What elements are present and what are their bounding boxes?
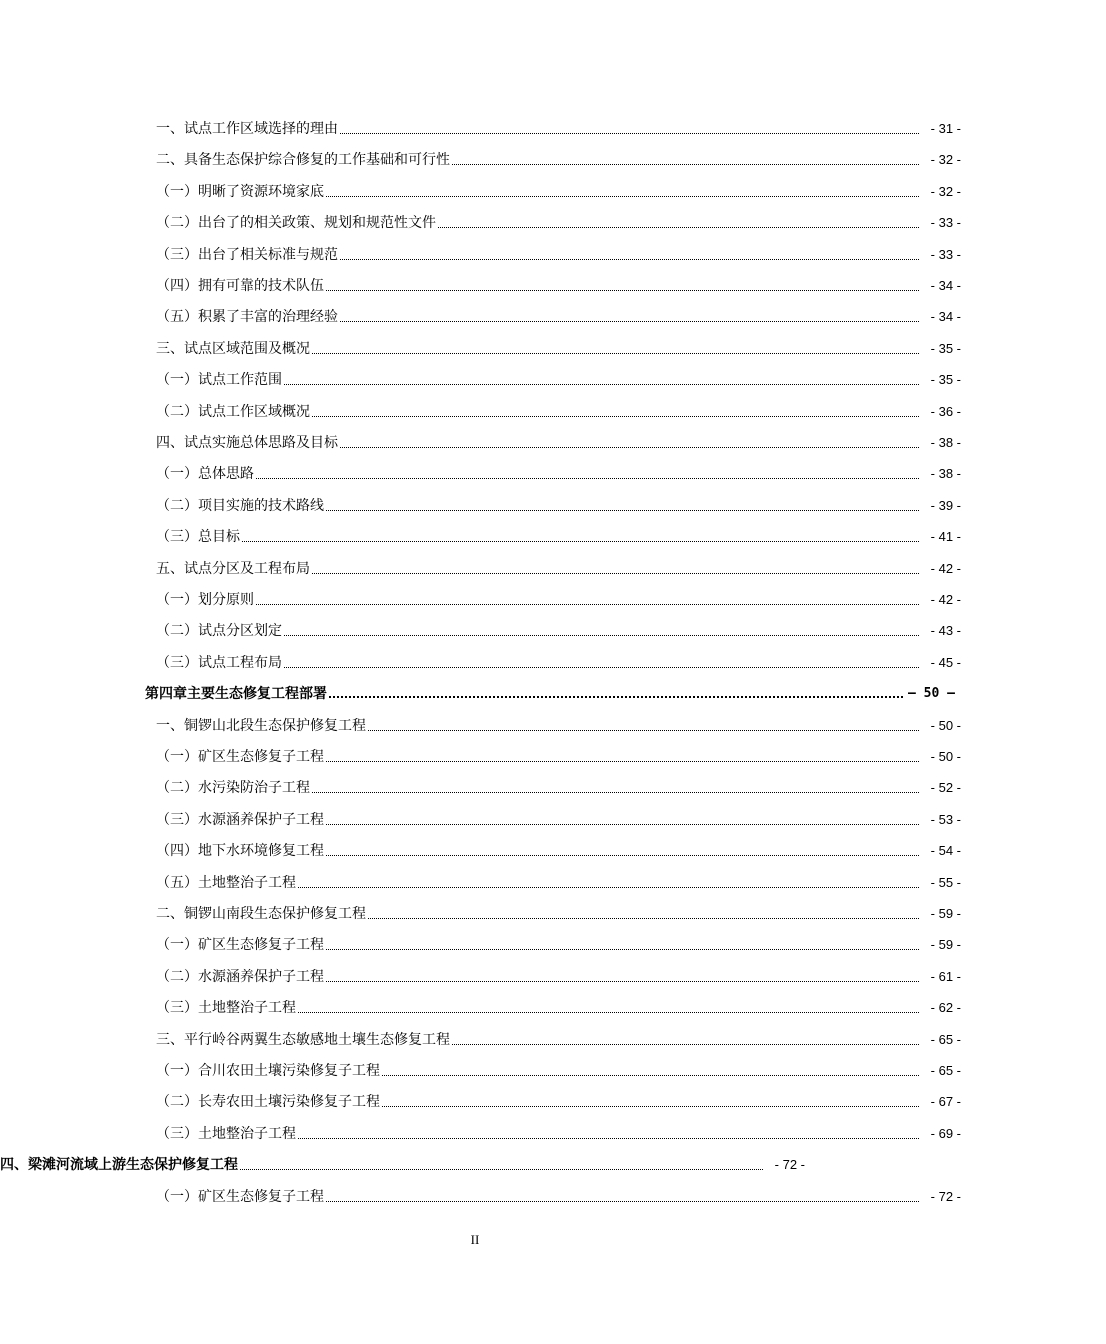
toc-entry-page: - 38 - <box>930 466 961 482</box>
toc-entry[interactable] <box>0 742 1106 766</box>
dot-leader <box>284 384 919 385</box>
dot-leader <box>326 1201 919 1202</box>
toc-entry-title: （二）水污染防治子工程 <box>156 780 310 797</box>
dot-leader <box>326 981 919 982</box>
toc-entry-page: - 61 - <box>930 968 961 984</box>
toc-entry-title: 二、铜锣山南段生态保护修复工程 <box>156 906 366 922</box>
dot-leader <box>256 604 919 605</box>
toc-entry[interactable] <box>0 1150 950 1174</box>
dot-leader <box>382 1106 919 1107</box>
dot-leader <box>298 1138 919 1139</box>
page-number: II <box>470 1232 480 1247</box>
toc-entry-title: 三、试点区域范围及概况 <box>156 340 310 357</box>
toc-entry-page: - 32 - <box>930 183 961 199</box>
dot-leader <box>340 447 919 448</box>
toc-entry-page: - 42 - <box>930 560 961 576</box>
toc-entry-page: - 34 - <box>930 278 961 293</box>
toc-entry-title: （三）试点工程布局 <box>156 654 282 671</box>
toc-entry-page: - 36 - <box>930 403 961 419</box>
toc-entry[interactable] <box>0 522 1106 546</box>
dot-leader <box>340 133 919 134</box>
toc-entry[interactable] <box>0 679 1095 703</box>
dot-leader <box>368 918 919 919</box>
toc-entry-title: （三）水源涵养保护子工程 <box>156 811 324 828</box>
dot-leader <box>298 1012 919 1013</box>
toc-entry-title: （三）土地整治子工程 <box>156 1000 296 1017</box>
dot-leader <box>256 478 919 479</box>
toc-entry-page: - 53 - <box>930 811 961 827</box>
dot-leader <box>312 792 919 793</box>
dot-leader <box>240 1169 763 1170</box>
toc-entry[interactable] <box>0 459 1106 483</box>
toc-entry-title: （三）土地整治子工程 <box>156 1125 296 1142</box>
toc-entry-title: （五）积累了丰富的治理经验 <box>156 309 338 326</box>
toc-entry-title: 第四章主要生态修复工程部署 <box>145 686 327 703</box>
toc-entry[interactable] <box>0 616 1106 640</box>
toc-entry[interactable] <box>0 711 1106 735</box>
toc-entry-page: - 42 - <box>930 592 961 607</box>
toc-entry-title: （一）试点工作范围 <box>156 372 282 389</box>
dot-leader <box>312 353 919 354</box>
toc-entry[interactable] <box>0 240 1106 264</box>
toc-entry-title: （三）总目标 <box>156 529 240 546</box>
dot-leader <box>452 164 919 165</box>
toc-entry-title: （二）试点分区划定 <box>156 623 282 640</box>
toc-entry[interactable] <box>0 491 1106 515</box>
toc-entry-page: - 65 - <box>930 1031 961 1047</box>
toc-entry-title: （一）划分原则 <box>156 592 254 608</box>
toc-entry-title: 二、具备生态保护综合修复的工作基础和可行性 <box>156 152 450 169</box>
dot-leader <box>340 321 919 322</box>
toc-entry[interactable] <box>0 554 1106 578</box>
toc-entry-title: 五、试点分区及工程布局 <box>156 560 310 577</box>
toc-entry[interactable] <box>0 177 1106 201</box>
toc-entry-title: （一）矿区生态修复子工程 <box>156 749 324 765</box>
toc-entry-title: 四、梁滩河流域上游生态保护修复工程 <box>0 1157 238 1174</box>
toc-entry[interactable] <box>0 365 1106 389</box>
toc-entry-title: 一、试点工作区域选择的理由 <box>156 121 338 137</box>
toc-entry[interactable] <box>0 773 1106 797</box>
toc-entry-page: - 65 - <box>930 1063 961 1078</box>
dot-leader <box>452 1044 919 1045</box>
toc-entry[interactable] <box>0 899 1106 923</box>
dot-leader <box>340 259 919 260</box>
dot-leader <box>312 573 919 574</box>
toc-entry[interactable] <box>0 145 1106 169</box>
toc-entry[interactable] <box>0 1025 1106 1049</box>
toc-entry-title: （四）拥有可靠的技术队伍 <box>156 278 324 294</box>
toc-entry-title: （一）矿区生态修复子工程 <box>156 1188 324 1205</box>
toc-entry[interactable] <box>0 993 1106 1017</box>
dot-leader <box>326 510 919 511</box>
toc-entry[interactable] <box>0 868 1106 892</box>
toc-entry[interactable] <box>0 585 1106 609</box>
toc-entry[interactable] <box>0 1182 1106 1206</box>
dot-leader <box>326 949 919 950</box>
dot-leader <box>326 290 919 291</box>
toc-entry-page: - 34 - <box>930 309 961 325</box>
toc-entry-title: （二）项目实施的技术路线 <box>156 497 324 514</box>
toc-entry[interactable] <box>0 114 1106 138</box>
dot-leader <box>242 541 919 542</box>
toc-entry-page: - 38 - <box>930 435 961 450</box>
toc-entry-title: （二）水源涵养保护子工程 <box>156 968 324 985</box>
toc-entry-page: - 50 - <box>930 749 961 764</box>
dot-leader <box>329 696 903 698</box>
toc-entry[interactable] <box>0 428 1106 452</box>
toc-entry[interactable] <box>0 1087 1106 1111</box>
toc-entry[interactable] <box>0 1056 1106 1080</box>
dot-leader <box>368 730 919 731</box>
dot-leader <box>284 635 919 636</box>
toc-entry-page: - 39 - <box>930 497 961 513</box>
dot-leader <box>284 667 919 668</box>
toc-entry[interactable] <box>0 805 1106 829</box>
dot-leader <box>438 227 919 228</box>
toc-entry-title: （三）出台了相关标准与规范 <box>156 246 338 263</box>
toc-entry-title: 一、铜锣山北段生态保护修复工程 <box>156 717 366 734</box>
dot-leader <box>326 824 919 825</box>
toc-entry-title: （一）矿区生态修复子工程 <box>156 937 324 954</box>
toc-entry[interactable] <box>0 962 1106 986</box>
toc-entry-title: （二）长寿农田土壤污染修复子工程 <box>156 1094 380 1111</box>
toc-entry-page: - 67 - <box>930 1094 961 1110</box>
toc-entry-title: 四、试点实施总体思路及目标 <box>156 435 338 451</box>
toc-entry-page: - 72 - <box>774 1157 805 1173</box>
dot-leader <box>326 196 919 197</box>
toc-entry-page: - 52 - <box>930 780 961 796</box>
toc-entry-page: - 59 - <box>930 906 961 921</box>
toc-entry-page: - 50 - <box>930 717 961 733</box>
toc-entry-title: （二）出台了的相关政策、规划和规范性文件 <box>156 215 436 232</box>
toc-entry-page: – 50 – <box>908 686 955 702</box>
toc-entry-page: - 62 - <box>930 1000 961 1016</box>
toc-entry-page: - 35 - <box>930 340 961 356</box>
toc-entry[interactable] <box>0 648 1106 672</box>
toc-entry-title: （一）总体思路 <box>156 466 254 483</box>
dot-leader <box>382 1075 919 1076</box>
dot-leader <box>326 855 919 856</box>
toc-entry-title: （二）试点工作区域概况 <box>156 403 310 420</box>
toc-entry-page: - 33 - <box>930 246 961 262</box>
toc-entry[interactable] <box>0 930 1106 954</box>
toc-entry-page: - 69 - <box>930 1125 961 1141</box>
toc-entry-page: - 41 - <box>930 529 961 545</box>
toc-entry[interactable] <box>0 302 1106 326</box>
toc-entry-page: - 32 - <box>930 152 961 168</box>
toc-entry-page: - 45 - <box>930 654 961 670</box>
toc-entry[interactable] <box>0 334 1106 358</box>
dot-leader <box>312 416 919 417</box>
toc-entry-page: - 31 - <box>930 121 961 136</box>
toc-entry-page: - 43 - <box>930 623 961 639</box>
toc-entry-page: - 54 - <box>930 843 961 859</box>
toc-entry-title: （一）明晰了资源环境家底 <box>156 183 324 200</box>
dot-leader <box>326 761 919 762</box>
toc-entry-page: - 55 - <box>930 874 961 890</box>
toc-entry-page: - 33 - <box>930 215 961 231</box>
toc-entry-title: 三、平行岭谷两翼生态敏感地土壤生态修复工程 <box>156 1031 450 1048</box>
toc-entry-page: - 35 - <box>930 372 961 388</box>
toc-entry-title: （一）合川农田土壤污染修复子工程 <box>156 1063 380 1079</box>
toc-entry[interactable] <box>0 1119 1106 1143</box>
toc-entry-title: （五）土地整治子工程 <box>156 874 296 891</box>
toc-entry-title: （四）地下水环境修复工程 <box>156 843 324 860</box>
toc-entry[interactable] <box>0 271 1106 295</box>
toc-entry[interactable] <box>0 836 1106 860</box>
toc-entry-page: - 59 - <box>930 937 961 953</box>
toc-entry[interactable] <box>0 208 1106 232</box>
toc-entry-page: - 72 - <box>930 1188 961 1204</box>
toc-entry[interactable] <box>0 397 1106 421</box>
dot-leader <box>298 887 919 888</box>
